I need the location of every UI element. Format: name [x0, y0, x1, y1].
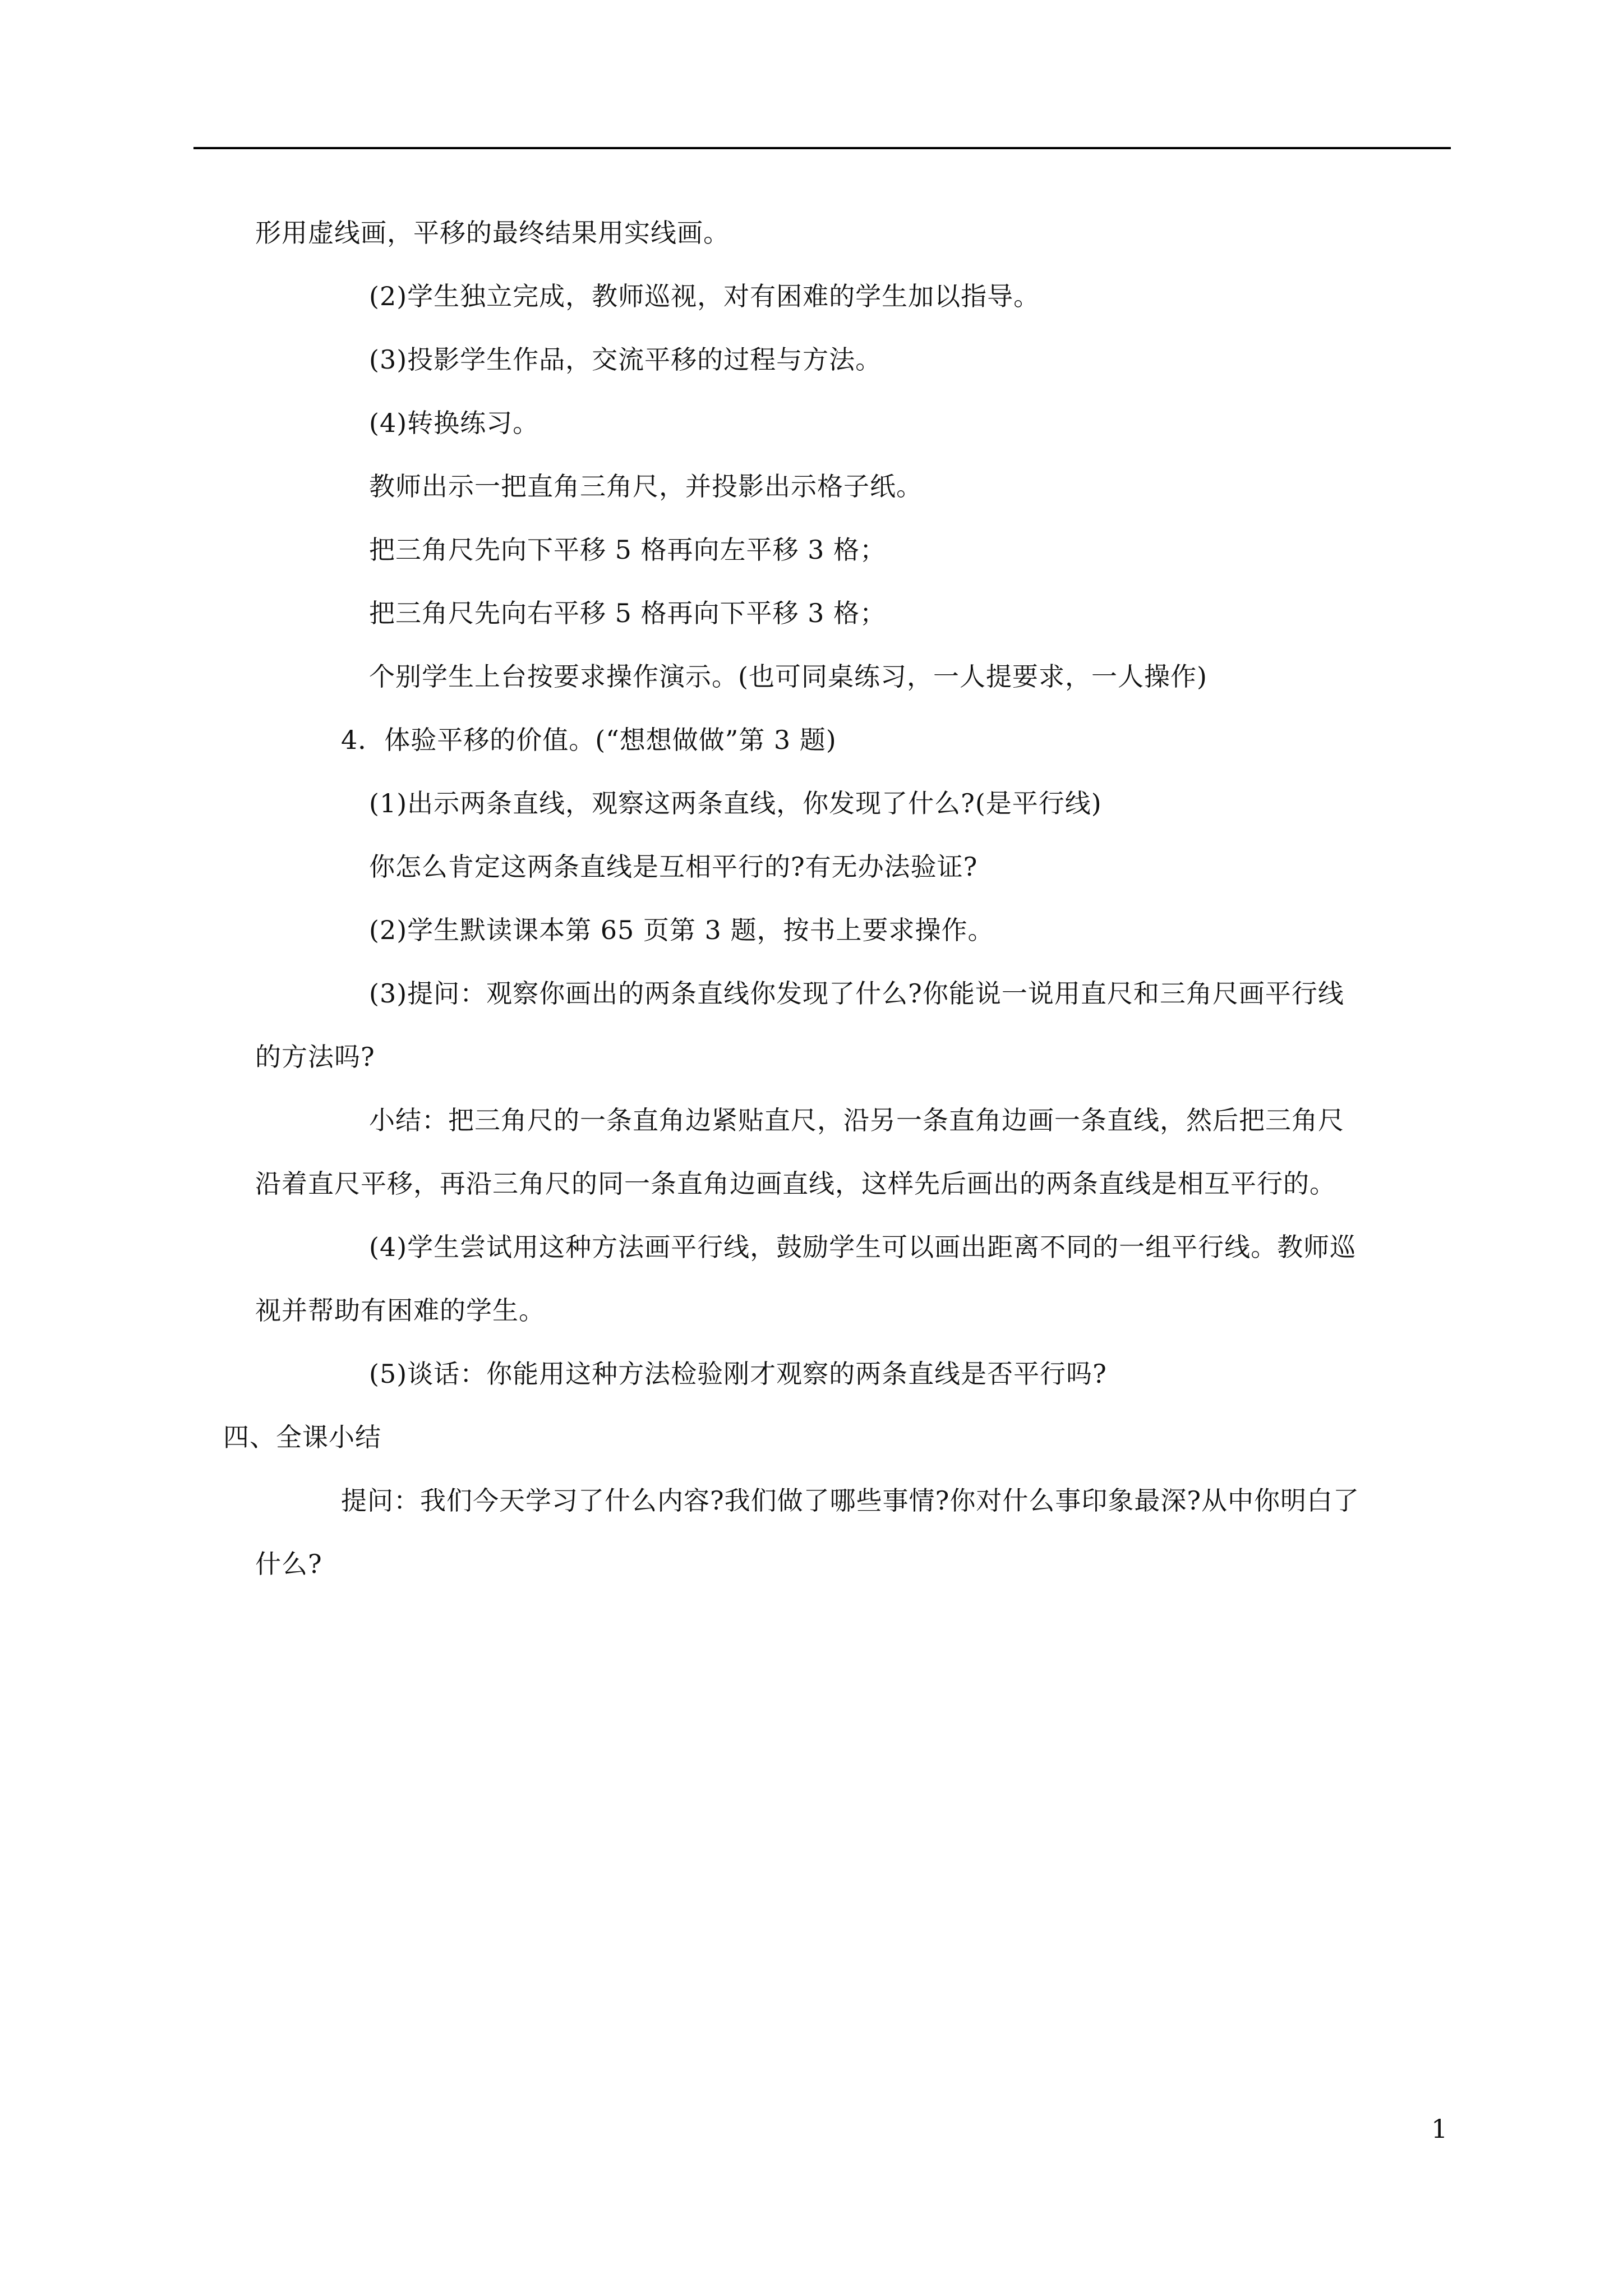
text-line: (2)学生独立完成，教师巡视，对有困难的学生加以指导。: [369, 281, 1040, 311]
text-line: 把三角尺先向右平移 5 格再向下平移 3 格；: [369, 598, 887, 628]
section-heading: 4．体验平移的价值。(“想想做做”第 3 题): [341, 725, 837, 755]
text-line: 小结：把三角尺的一条直角边紧贴直尺，沿另一条直角边画一条直线，然后把三角尺: [369, 1105, 1344, 1135]
text-line: 沿着直尺平移，再沿三角尺的同一条直角边画直线，这样先后画出的两条直线是相互平行的。: [255, 1168, 1336, 1199]
text-line: 你怎么肯定这两条直线是互相平行的?有无办法验证?: [369, 852, 978, 882]
text-line: (4)转换练习。: [369, 408, 540, 438]
text-line: 什么?: [255, 1549, 322, 1579]
text-line: 个别学生上台按要求操作演示。(也可同桌练习，一人提要求，一人操作): [369, 661, 1207, 692]
text-line: 把三角尺先向下平移 5 格再向左平移 3 格；: [369, 535, 887, 565]
text-line: (4)学生尝试用这种方法画平行线，鼓励学生可以画出距离不同的一组平行线。教师巡: [369, 1232, 1357, 1262]
page-number: 1: [1431, 2114, 1448, 2144]
text-line: (1)出示两条直线，观察这两条直线，你发现了什么?(是平行线): [369, 788, 1102, 818]
text-line: 教师出示一把直角三角尺，并投影出示格子纸。: [369, 471, 923, 501]
text-line: (3)提问：观察你画出的两条直线你发现了什么?你能说一说用直尺和三角尺画平行线: [369, 978, 1344, 1009]
text-line: (3)投影学生作品，交流平移的过程与方法。: [369, 344, 882, 375]
text-line: (5)谈话：你能用这种方法检验刚才观察的两条直线是否平行吗?: [369, 1359, 1107, 1389]
header-rule: [193, 147, 1451, 149]
text-line: 提问：我们今天学习了什么内容?我们做了哪些事情?你对什么事印象最深?从中你明白了: [341, 1485, 1359, 1516]
text-line: 形用虚线画，平移的最终结果用实线画。: [255, 218, 730, 248]
text-line: 的方法吗?: [255, 1042, 375, 1072]
text-line: (2)学生默读课本第 65 页第 3 题，按书上要求操作。: [369, 915, 994, 945]
section-heading: 四、全课小结: [223, 1422, 381, 1452]
text-line: 视并帮助有困难的学生。: [255, 1295, 545, 1326]
